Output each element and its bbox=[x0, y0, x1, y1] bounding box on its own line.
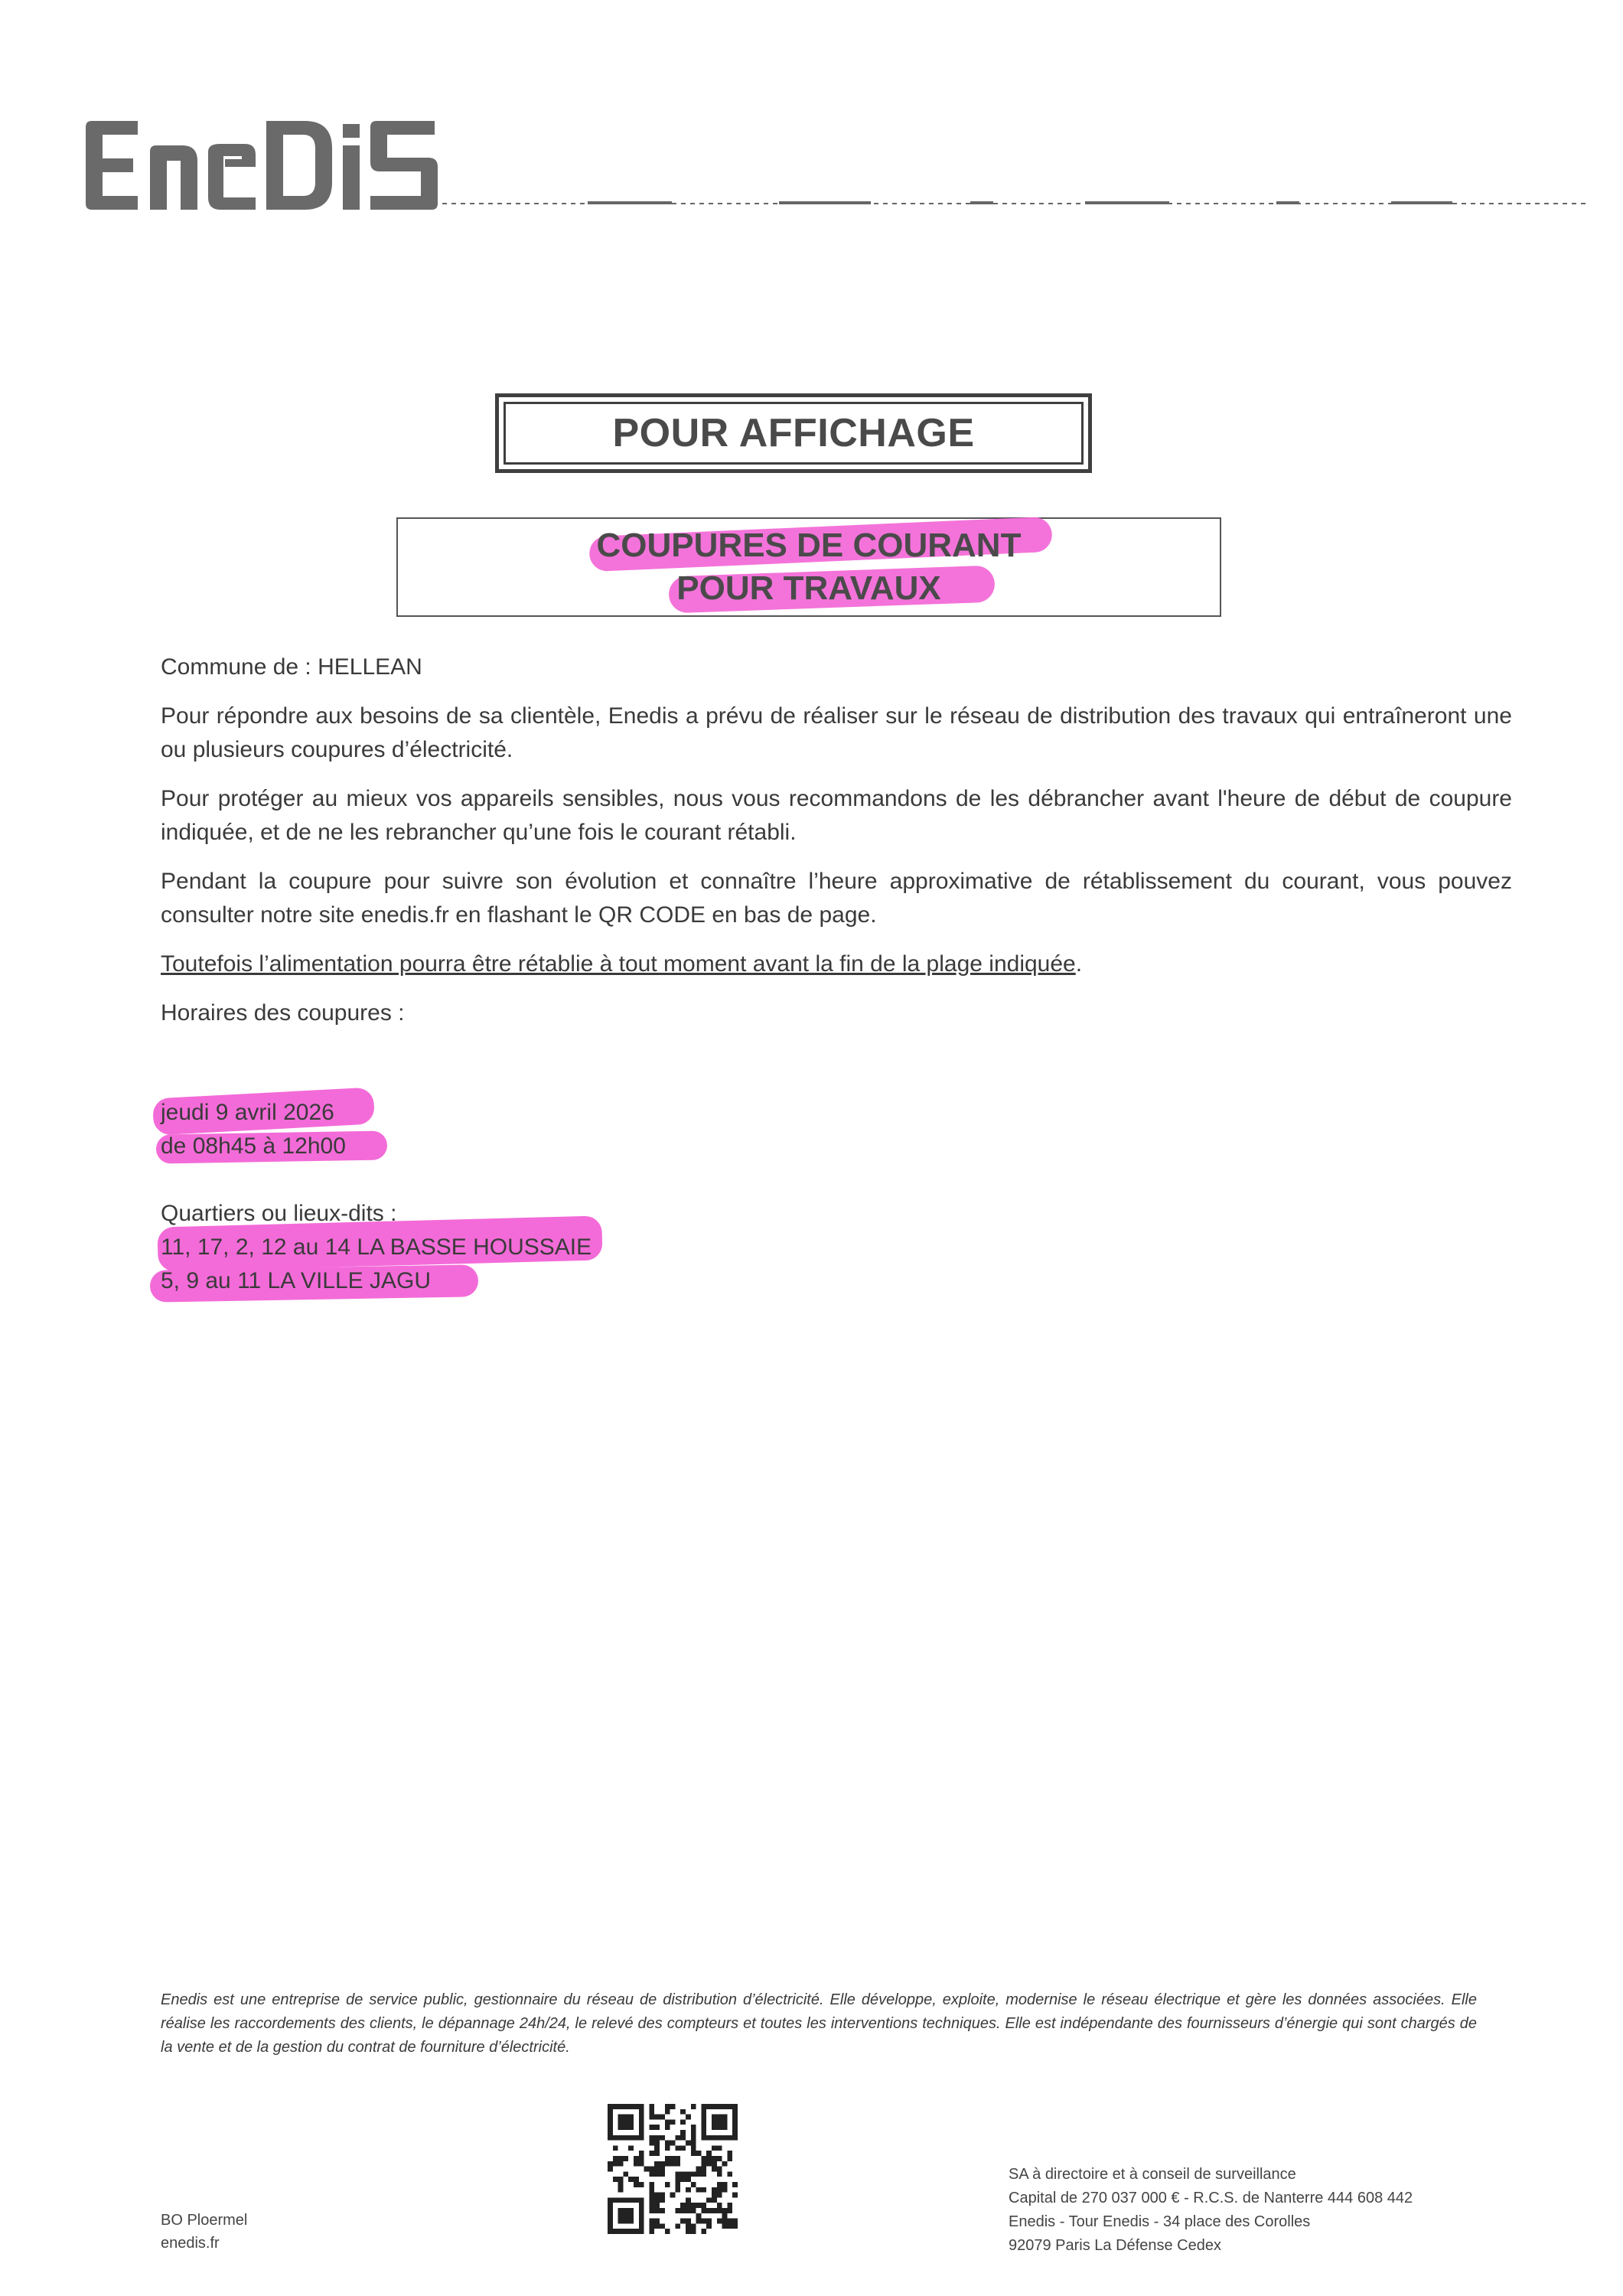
legal-line-3: Enedis - Tour Enedis - 34 place des Corolles bbox=[1009, 2213, 1311, 2230]
horaires-label: Horaires des coupures : bbox=[161, 1000, 405, 1026]
notice-line bbox=[161, 947, 1512, 981]
quartiers-label: Quartiers ou lieux-dits : bbox=[161, 1201, 397, 1226]
qr-code[interactable] bbox=[608, 2103, 738, 2235]
pour-affichage-box bbox=[495, 393, 1092, 473]
quartier-line-1 bbox=[161, 1231, 1512, 1264]
coupures-title-line2: POUR TRAVAUX bbox=[676, 569, 941, 607]
footer-company-note: Enedis est une entreprise de service public, gestionnaire du réseau de distribution d’électricité. Elle développe, exploite, modernise le réseau électrique et gère les données associées. Elle réalise les raccordements des clients, le dépannage 24h/24, le relevé des compteurs et toutes les interventions techniques. Elle est indépendante des fournisseurs d’énergie qui sont chargés de la vente et de la gestion du contrat de fourniture d’électricité. bbox=[161, 1991, 1477, 2056]
outage-time: de 08h45 à 12h00 bbox=[161, 1130, 346, 1163]
quartier-line-2 bbox=[161, 1264, 1512, 1298]
legal-line-4: 92079 Paris La Défense Cedex bbox=[1009, 2237, 1221, 2254]
footer-legal bbox=[1009, 2163, 1413, 2258]
enedis-logo bbox=[86, 121, 438, 211]
footer-website-link[interactable]: enedis.fr bbox=[161, 2235, 220, 2252]
paragraph-appareils: Pour protéger au mieux vos appareils sensibles, nous vous recommandons de les débrancher avant l'heure de début de coupure indiquée, et de ne les rebrancher qu’une fois le courant rétabli. bbox=[161, 786, 1512, 845]
notice-underlined: Toutefois l’alimentation pourra être rétablie à tout moment avant la fin de la plage indiquée bbox=[161, 951, 1076, 977]
coupures-title-box bbox=[396, 517, 1221, 617]
notice-period: . bbox=[1075, 951, 1083, 977]
commune-line: Commune de : HELLEAN bbox=[161, 654, 422, 680]
legal-line-2: Capital de 270 037 000 € - R.C.S. de Nanterre 444 608 442 bbox=[1009, 2190, 1413, 2206]
pour-affichage-title: POUR AFFICHAGE bbox=[504, 402, 1084, 465]
paragraph-evolution: Pendant la coupure pour suivre son évolution et connaître l’heure approximative de rétablissement du courant, vous pouvez consulter notre site enedis.fr en flashant le QR CODE en bas de page. bbox=[161, 869, 1512, 928]
outage-date: jeudi 9 avril 2026 bbox=[161, 1096, 334, 1130]
time-line bbox=[161, 1130, 1512, 1163]
paragraph-besoins: Pour répondre aux besoins de sa clientèle, Enedis a prévu de réaliser sur le réseau de distribution des travaux qui entraîneront une ou plusieurs coupures d’électricité. bbox=[161, 703, 1512, 762]
header-rule bbox=[442, 193, 1590, 208]
coupures-title-line1: COUPURES DE COURANT bbox=[596, 527, 1022, 564]
footer-office bbox=[161, 2209, 247, 2255]
date-line bbox=[161, 1096, 1512, 1130]
office-name: BO Ploermel bbox=[161, 2212, 248, 2229]
legal-line-1: SA à directoire et à conseil de surveillance bbox=[1009, 2166, 1296, 2183]
quartier-1: 11, 17, 2, 12 au 14 LA BASSE HOUSSAIE bbox=[161, 1231, 592, 1264]
quartier-2: 5, 9 au 11 LA VILLE JAGU bbox=[161, 1264, 431, 1298]
